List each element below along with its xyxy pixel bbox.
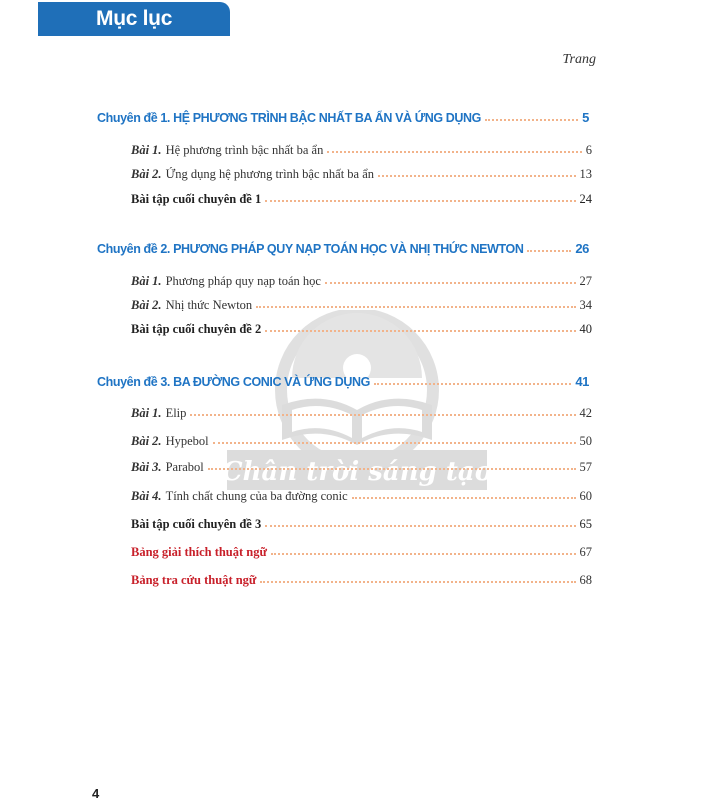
leader-dots	[485, 119, 578, 121]
toc-lesson[interactable]	[131, 434, 592, 449]
leader-dots	[256, 306, 575, 308]
exercise-page: 24	[579, 192, 592, 206]
lesson-title: Parabol	[165, 460, 204, 474]
lesson-title: Hệ phương trình bậc nhất ba ẩn	[165, 143, 324, 157]
lesson-page: 50	[579, 434, 592, 448]
glossary-title: Bảng giải thích thuật ngữ	[131, 545, 268, 559]
leader-dots	[327, 151, 581, 153]
toc-exercise[interactable]	[131, 322, 592, 337]
lesson-label: Bài 2.	[131, 434, 162, 448]
lesson-page: 60	[579, 489, 592, 503]
leader-dots	[213, 442, 576, 444]
lesson-title: Tính chất chung của ba đường conic	[165, 489, 348, 503]
page-number: 4	[92, 786, 100, 800]
toc-glossary-lookup[interactable]	[131, 573, 592, 588]
toc-lesson[interactable]	[131, 143, 592, 158]
lesson-label: Bài 2.	[131, 298, 162, 312]
exercise-title: Bài tập cuối chuyên đề 1	[131, 192, 262, 206]
glossary-title: Bảng tra cứu thuật ngữ	[131, 573, 257, 587]
toc-chapter-1[interactable]	[97, 110, 589, 125]
lesson-label: Bài 1.	[131, 274, 162, 288]
leader-dots	[271, 553, 575, 555]
chapter-title: Chuyên đề 3. BA ĐƯỜNG CONIC VÀ ỨNG DỤNG	[97, 375, 370, 389]
lesson-page: 42	[579, 406, 592, 420]
chapter-title: Chuyên đề 2. PHƯƠNG PHÁP QUY NẠP TOÁN HỌC VÀ NHỊ THỨC NEWTON	[97, 242, 524, 256]
exercise-page: 65	[579, 517, 592, 531]
lesson-label: Bài 2.	[131, 167, 162, 181]
header-tab	[38, 2, 230, 36]
exercise-title: Bài tập cuối chuyên đề 2	[131, 322, 262, 336]
glossary-page: 67	[579, 545, 592, 559]
page-title: Mục lục	[96, 7, 173, 30]
toc-exercise[interactable]	[131, 517, 592, 532]
toc-lesson[interactable]	[131, 460, 592, 475]
chapter-page: 5	[582, 110, 589, 125]
lesson-title: Elip	[165, 406, 187, 420]
lesson-title: Phương pháp quy nạp toán học	[165, 274, 321, 288]
lesson-title: Ứng dụng hệ phương trình bậc nhất ba ẩn	[165, 167, 375, 181]
lesson-page: 34	[579, 298, 592, 312]
leader-dots	[265, 525, 575, 527]
leader-dots	[190, 414, 575, 416]
leader-dots	[374, 383, 571, 385]
leader-dots	[527, 250, 571, 252]
chapter-title: Chuyên đề 1. HỆ PHƯƠNG TRÌNH BẬC NHẤT BA ẨN VÀ ỨNG DỤNG	[97, 111, 481, 125]
leader-dots	[378, 175, 575, 177]
watermark-text: Chân trời sáng tạo	[222, 457, 492, 487]
lesson-page: 6	[585, 143, 592, 157]
leader-dots	[325, 282, 576, 284]
toc-glossary-explain[interactable]	[131, 545, 592, 560]
lesson-title: Nhị thức Newton	[165, 298, 253, 312]
glossary-page: 68	[579, 573, 592, 587]
toc-lesson[interactable]	[131, 298, 592, 313]
lesson-label: Bài 1.	[131, 143, 162, 157]
leader-dots	[260, 581, 575, 583]
chapter-page: 26	[575, 241, 589, 256]
toc-lesson[interactable]	[131, 406, 592, 421]
lesson-label: Bài 4.	[131, 489, 162, 503]
toc-exercise[interactable]	[131, 192, 592, 207]
lesson-title: Hypebol	[165, 434, 209, 448]
leader-dots	[265, 330, 575, 332]
exercise-page: 40	[579, 322, 592, 336]
lesson-page: 13	[579, 167, 592, 181]
leader-dots	[208, 468, 576, 470]
lesson-label: Bài 3.	[131, 460, 162, 474]
toc-lesson[interactable]	[131, 489, 592, 504]
leader-dots	[352, 497, 576, 499]
lesson-page: 27	[579, 274, 592, 288]
leader-dots	[265, 200, 575, 202]
toc-lesson[interactable]	[131, 167, 592, 182]
lesson-label: Bài 1.	[131, 406, 162, 420]
exercise-title: Bài tập cuối chuyên đề 3	[131, 517, 262, 531]
chapter-page: 41	[575, 374, 589, 389]
toc-chapter-3[interactable]	[97, 374, 589, 389]
page-column-label: Trang	[562, 52, 596, 67]
toc-lesson[interactable]	[131, 274, 592, 289]
lesson-page: 57	[579, 460, 592, 474]
toc-chapter-2[interactable]	[97, 241, 589, 256]
